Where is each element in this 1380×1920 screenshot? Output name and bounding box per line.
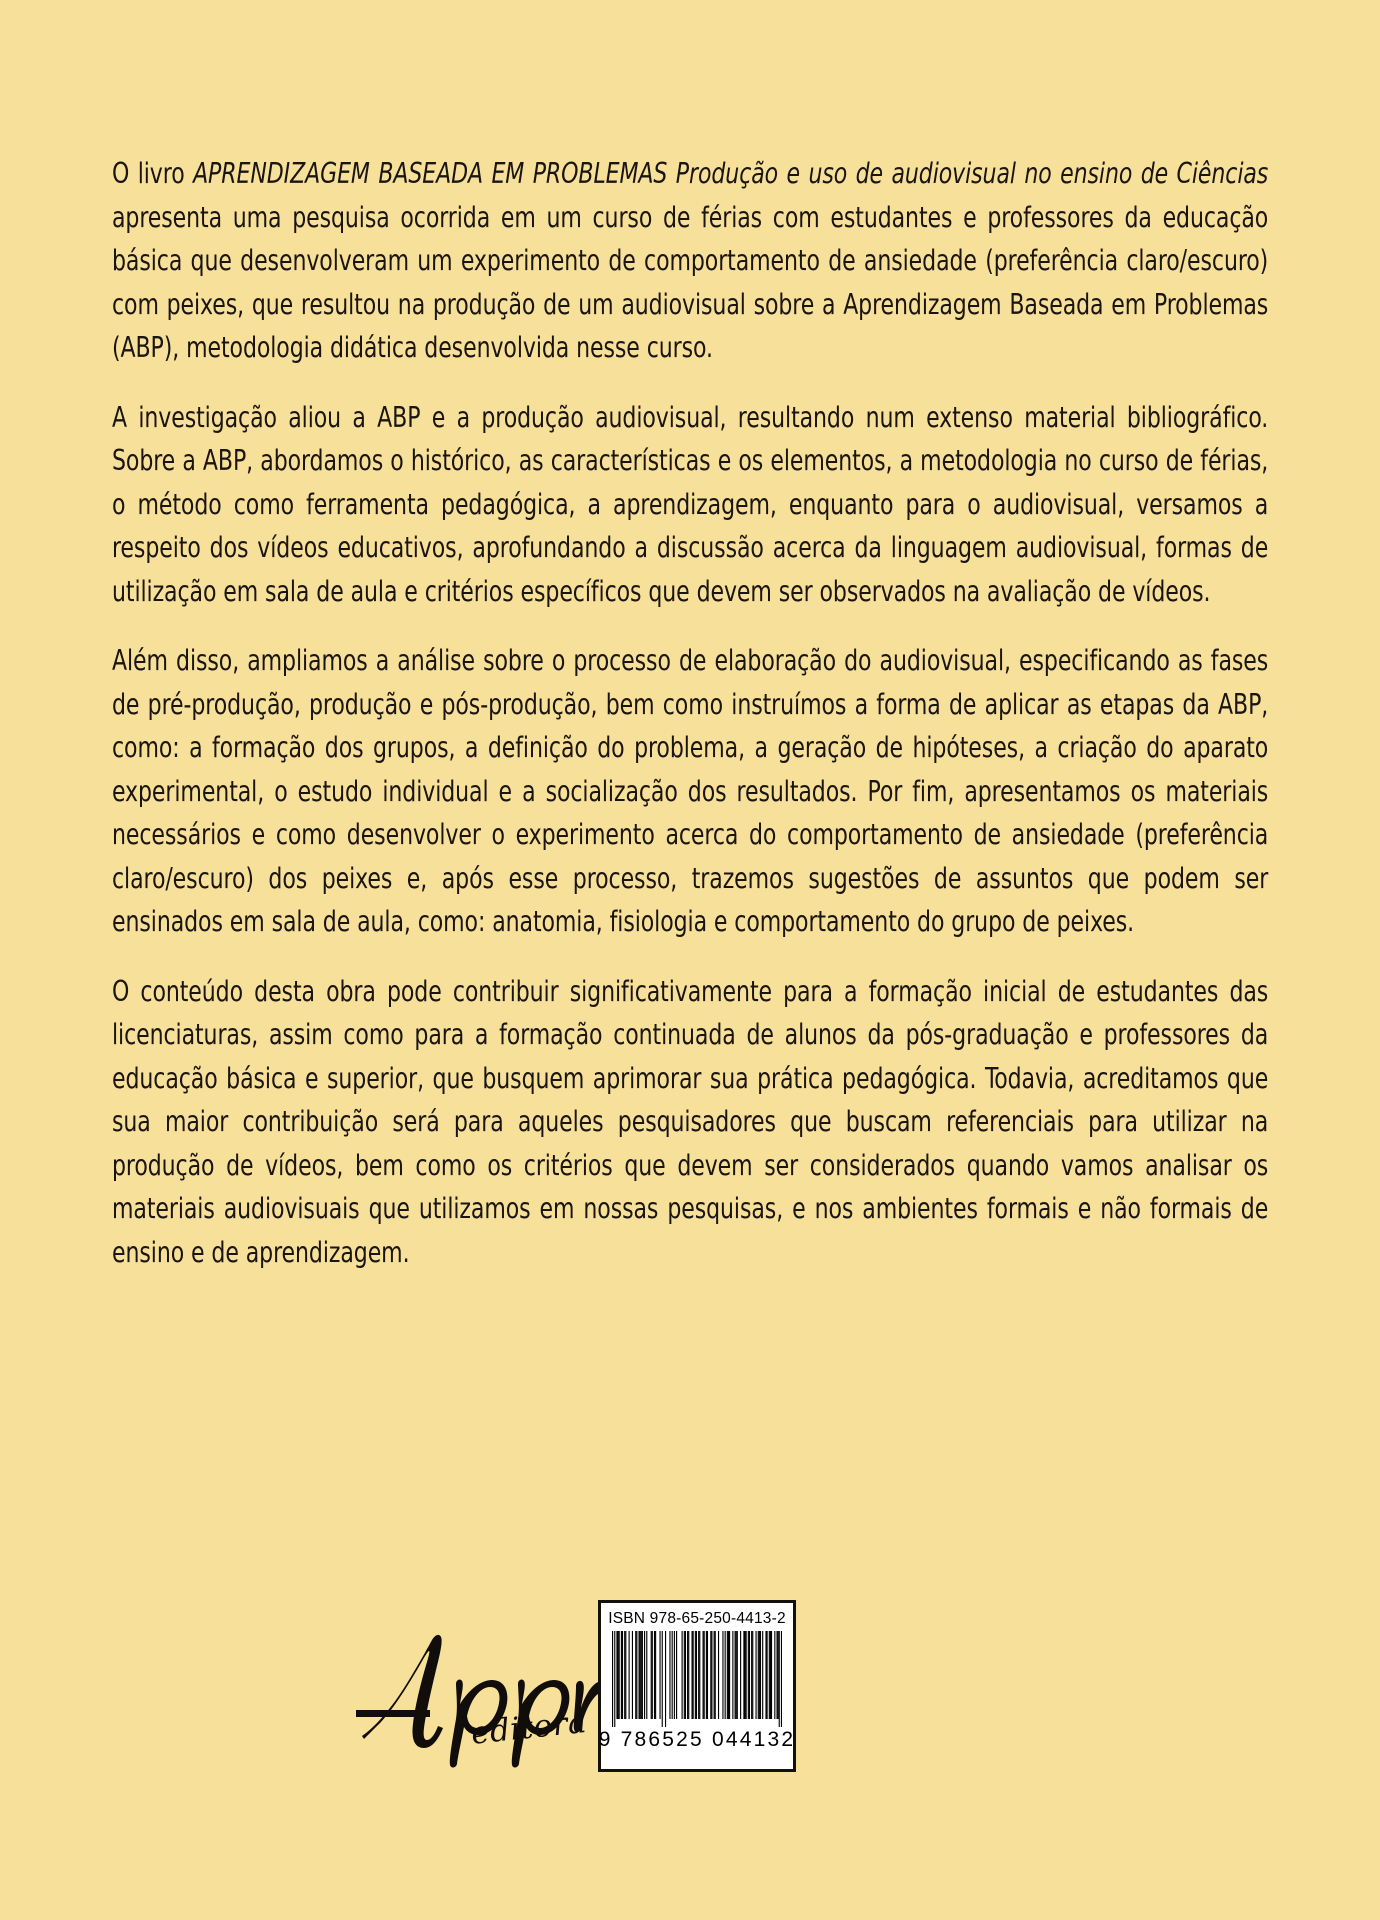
isbn-barcode: [598, 1600, 796, 1772]
blurb-paragraph-4: O conteúdo desta obra pode contribuir significativamente para a formação inicial de estudantes das licenciaturas, assim como para a formação continuada de alunos da pós-graduação e professores da educação básica e superior, que busquem aprimorar sua prática pedagógica. Todavia, acreditamos que sua maior contribuição será para aqueles pesquisadores que buscam referenciais para utilizar na produção de vídeos, bem como os critérios que devem ser considerados quando vamos analisar os materiais audiovisuais que utilizamos em nossas pesquisas, e nos ambientes formais e não formais de ensino e de aprendizagem.: [112, 974, 1269, 1269]
blurb-p1-lead: O livro: [112, 157, 194, 190]
blurb-paragraph-3: Além disso, ampliamos a análise sobre o processo de elaboração do audiovisual, especificando as fases de pré-produção, produção e pós-produção, bem como instruímos a forma de aplicar as etapas da ABP, como: a formação dos grupos, a definição do problema, a geração de hipóteses, a criação do aparato experimental, o estudo individual e a socialização dos resultados. Por fim, apresentamos os materiais necessários e como desenvolver o experimento acerca do comportamento de ansiedade (preferência claro/escuro) dos peixes e, após esse processo, trazemos sugestões de assuntos que podem ser ensinados em sala de aula, como: anatomia, fisiologia e comportamento do grupo de peixes.: [112, 644, 1269, 938]
isbn-label: ISBN 978-65-250-4413-2: [608, 1610, 786, 1627]
appris-editora-logo: [352, 1618, 612, 1768]
blurb-paragraph-2: A investigação aliou a ABP e a produção audiovisual, resultando num extenso material bibliográfico. Sobre a ABP, abordamos o histórico, as características e os elementos, a metodologia no curso de férias, o método como ferramenta pedagógica, a aprendizagem, enquanto para o audiovisual, versamos a respeito dos vídeos educativos, aprofundando a discussão acerca da linguagem audiovisual, formas de utilização em sala de aula e critérios específicos que devem ser observados na avaliação de vídeos.: [112, 400, 1269, 608]
cover-footer: [0, 1600, 1380, 1830]
barcode-bars: [612, 1631, 782, 1727]
blurb-text-block: [112, 152, 1268, 1274]
appris-script-logo-icon: [352, 1618, 612, 1768]
blurb-p1-rest: apresenta uma pesquisa ocorrida em um curso de férias com estudantes e professores da educação básica que desenvolveram um experimento de comportamento de ansiedade (preferência claro/escuro) com peixes, que resultou na produção de um audiovisual sobre a Aprendizagem Baseada em Problemas (ABP), metodologia didática desenvolvida nesse curso.: [112, 200, 1269, 364]
blurb-paragraph-1: [112, 152, 1268, 370]
barcode-digits: 9 786525 044132: [598, 1728, 796, 1751]
book-title-italic: APRENDIZAGEM BASEADA EM PROBLEMAS Produção e uso de audiovisual no ensino de Ciências: [193, 157, 1269, 190]
svg-text:editora: editora: [469, 1703, 589, 1752]
